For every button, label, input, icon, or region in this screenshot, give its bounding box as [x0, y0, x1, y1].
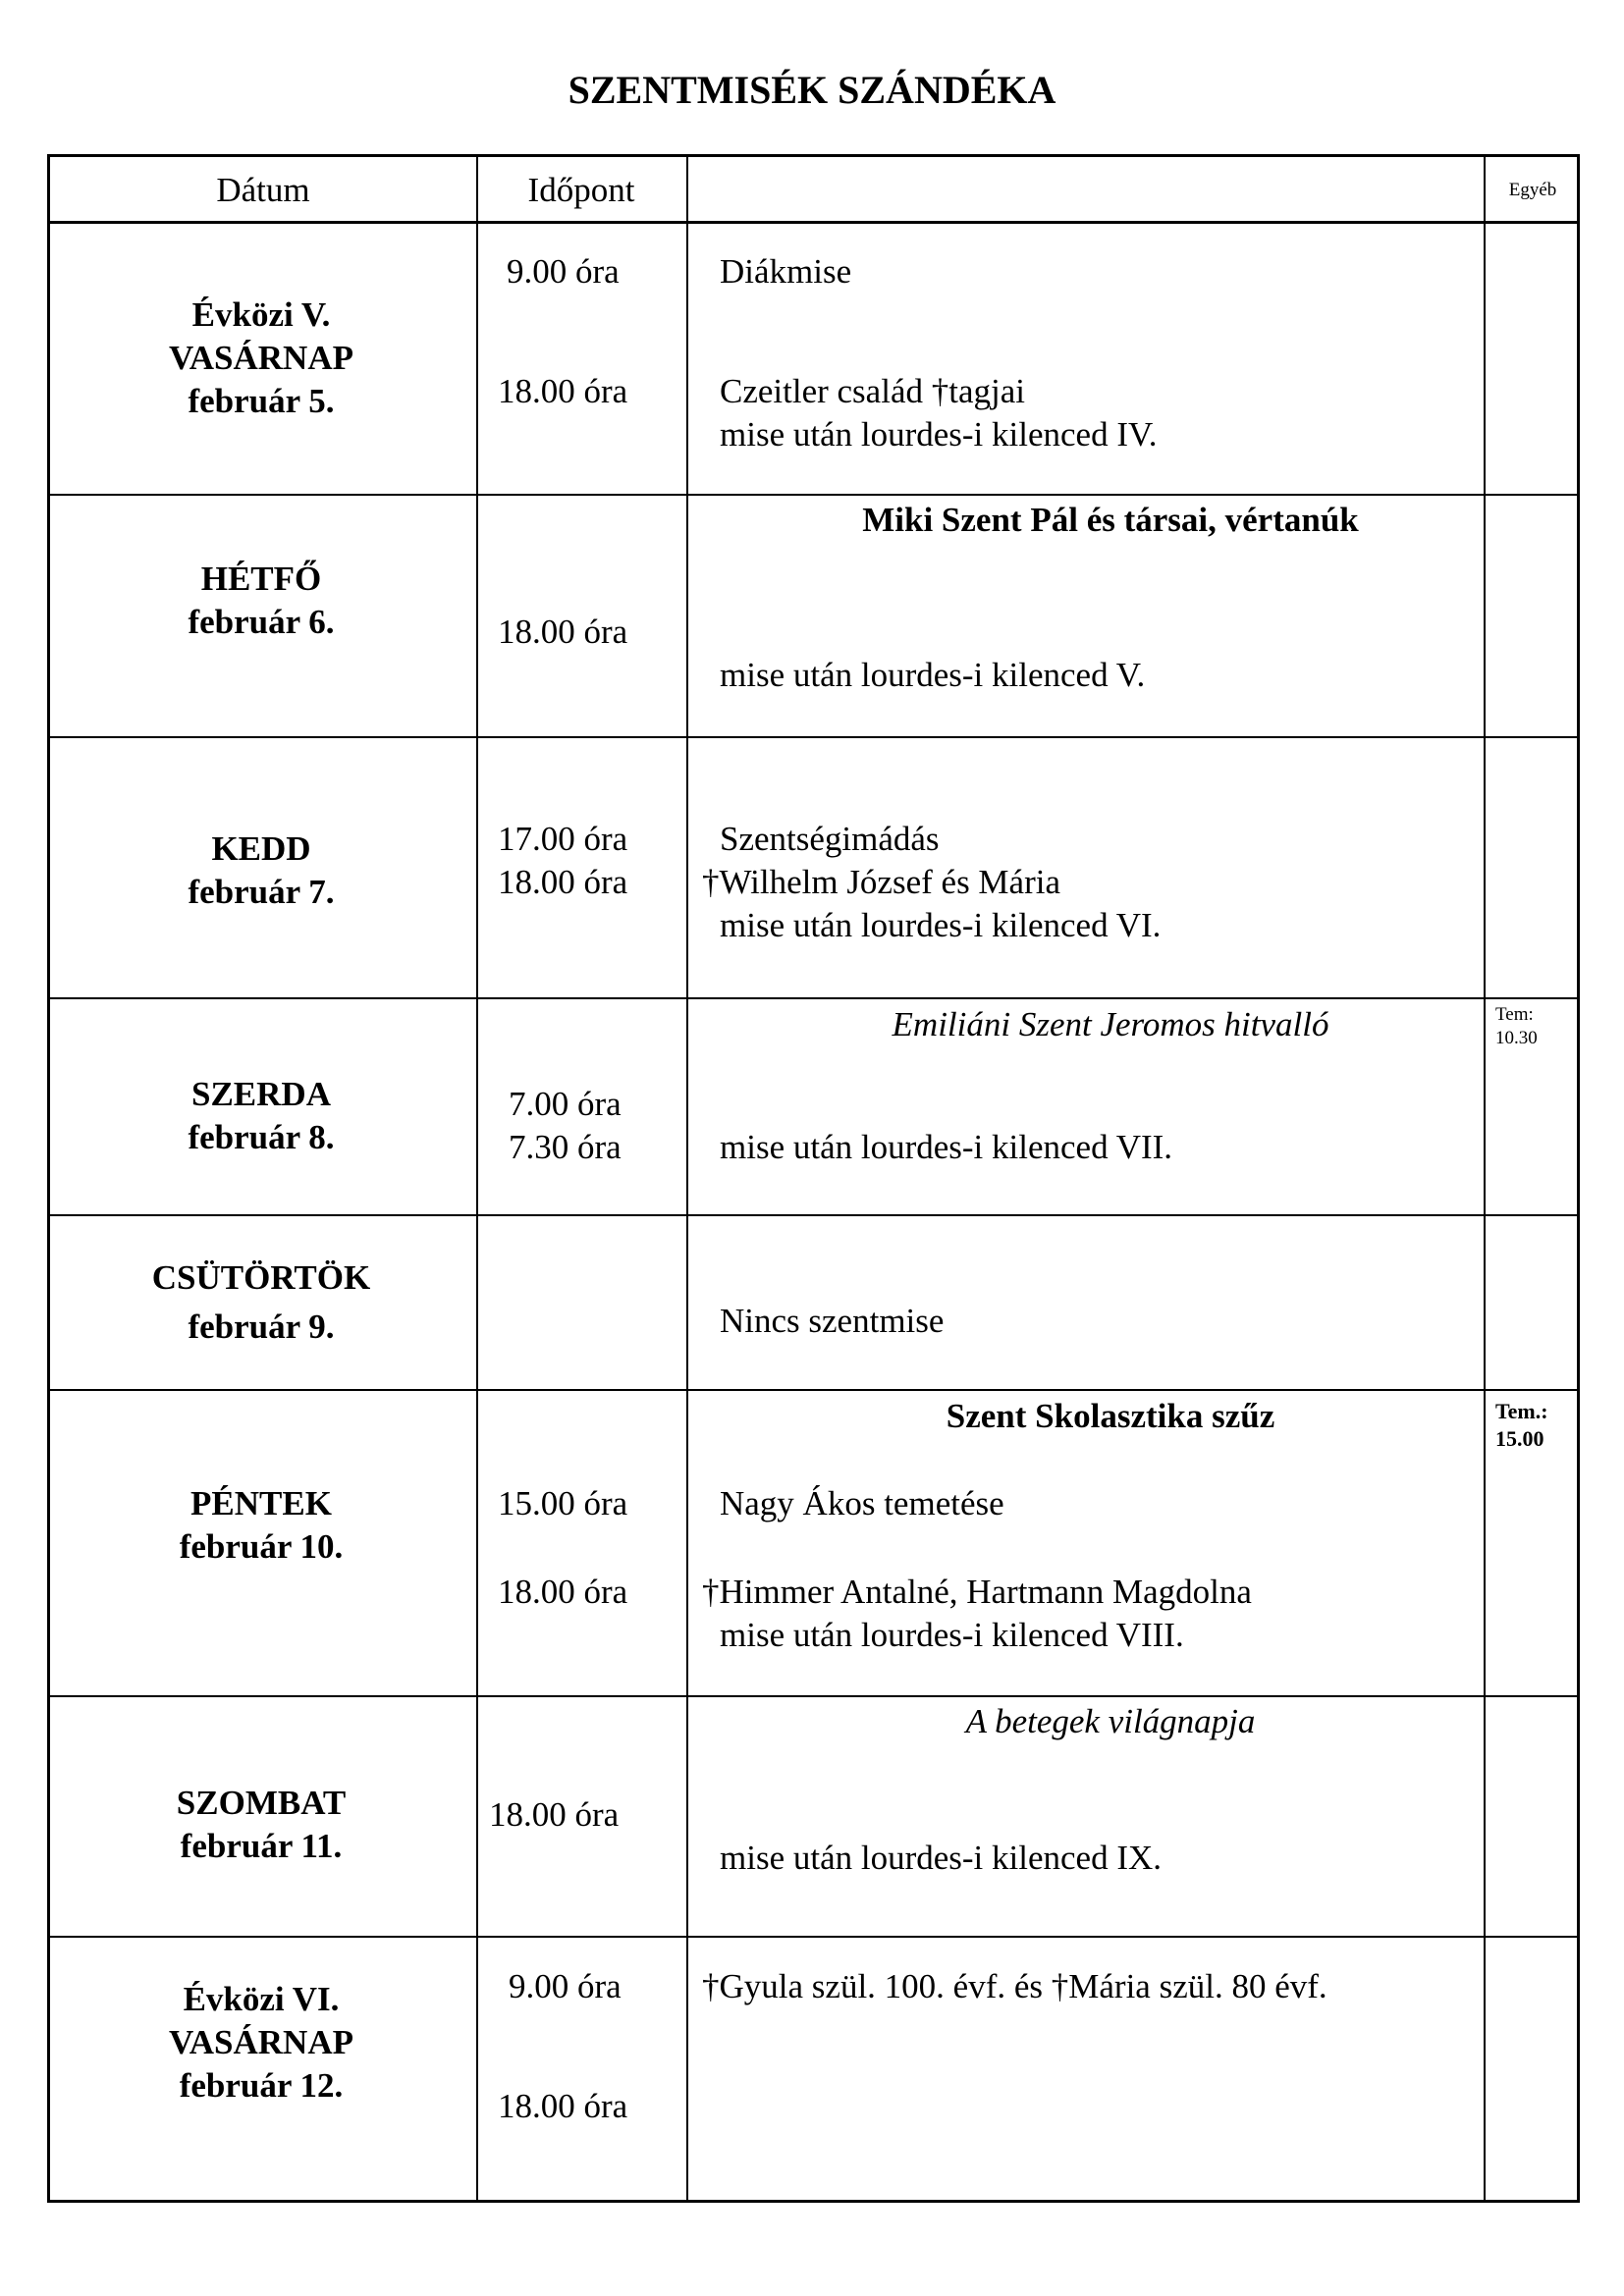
- day-date: február 9.: [188, 1308, 335, 1346]
- day-date: február 5.: [188, 382, 335, 420]
- day-date: február 8.: [188, 1118, 335, 1156]
- mass-intentions-table: [47, 154, 1580, 2203]
- row-divider: [50, 997, 1577, 999]
- feast-title: Szent Skolasztika szűz: [946, 1397, 1275, 1435]
- feast-title: Emiliáni Szent Jeromos hitvalló: [892, 1005, 1329, 1043]
- day-date: február 10.: [179, 1527, 344, 1566]
- day-date: február 7.: [188, 873, 335, 911]
- day-date: február 12.: [179, 2066, 344, 2105]
- column-divider: [476, 157, 478, 2200]
- mass-time: 18.00 óra: [498, 372, 628, 410]
- mass-time: 7.30 óra: [509, 1128, 622, 1166]
- row-divider: [50, 736, 1577, 738]
- page-title: SZENTMISÉK SZÁNDÉKA: [568, 68, 1056, 112]
- header-time: Időpont: [527, 171, 635, 209]
- mass-time: 9.00 óra: [507, 252, 620, 291]
- header-date: Dátum: [216, 171, 310, 209]
- other-note: Tem.:: [1495, 1399, 1548, 1423]
- day-name: HÉTFŐ: [200, 560, 322, 598]
- day-date: február 11.: [180, 1827, 343, 1865]
- mass-time: 17.00 óra: [498, 820, 628, 858]
- row-divider: [50, 1695, 1577, 1697]
- mass-time: 18.00 óra: [498, 2087, 628, 2125]
- column-divider: [686, 157, 688, 2200]
- mass-time: 18.00 óra: [489, 1795, 620, 1834]
- other-note: Tem:: [1495, 1004, 1534, 1025]
- day-name: CSÜTÖRTÖK: [151, 1258, 371, 1297]
- mass-intention: mise után lourdes-i kilenced V.: [720, 656, 1146, 694]
- mass-intention: Czeitler család †tagjai: [720, 372, 1025, 410]
- row-divider: [50, 1214, 1577, 1216]
- header-other: Egyéb: [1508, 180, 1557, 200]
- mass-time: 9.00 óra: [509, 1967, 622, 2005]
- mass-time: 18.00 óra: [498, 1573, 628, 1611]
- day-name: SZERDA: [191, 1075, 331, 1113]
- mass-intention: mise után lourdes-i kilenced VII.: [720, 1128, 1173, 1166]
- mass-time: 7.00 óra: [509, 1085, 622, 1123]
- mass-intention: †Himmer Antalné, Hartmann Magdolna: [702, 1573, 1252, 1611]
- mass-intention: mise után lourdes-i kilenced IV.: [720, 415, 1158, 454]
- other-note: 10.30: [1495, 1028, 1538, 1048]
- feast-title: A betegek világnapja: [965, 1702, 1256, 1740]
- day-name: PÉNTEK: [190, 1484, 332, 1522]
- mass-intention: Diákmise: [720, 252, 852, 291]
- day-name: KEDD: [211, 829, 311, 868]
- mass-time: 15.00 óra: [498, 1484, 628, 1522]
- mass-intention: mise után lourdes-i kilenced VIII.: [720, 1616, 1184, 1654]
- day-name: VASÁRNAP: [169, 339, 353, 377]
- mass-intention: †Gyula szül. 100. évf. és †Mária szül. 80 évf.: [702, 1967, 1327, 2005]
- row-divider: [50, 494, 1577, 496]
- feast-title: Miki Szent Pál és társai, vértanúk: [862, 501, 1359, 539]
- other-note: 15.00: [1495, 1426, 1544, 1451]
- day-name: Évközi V.: [191, 295, 331, 334]
- mass-intention: Nagy Ákos temetése: [720, 1484, 1004, 1522]
- mass-intention: Nincs szentmise: [720, 1302, 945, 1340]
- mass-time: 18.00 óra: [498, 613, 628, 651]
- header-divider: [50, 221, 1577, 224]
- row-divider: [50, 1936, 1577, 1938]
- day-name: SZOMBAT: [176, 1784, 347, 1822]
- day-name: VASÁRNAP: [169, 2023, 353, 2061]
- column-divider: [1484, 157, 1486, 2200]
- row-divider: [50, 1389, 1577, 1391]
- mass-intention: Szentségimádás: [720, 820, 940, 858]
- mass-intention: †Wilhelm József és Mária: [702, 863, 1061, 901]
- mass-time: 18.00 óra: [498, 863, 628, 901]
- mass-intention: mise után lourdes-i kilenced IX.: [720, 1839, 1163, 1877]
- day-name: Évközi VI.: [183, 1980, 340, 2018]
- day-date: február 6.: [188, 603, 335, 641]
- mass-intention: mise után lourdes-i kilenced VI.: [720, 906, 1162, 944]
